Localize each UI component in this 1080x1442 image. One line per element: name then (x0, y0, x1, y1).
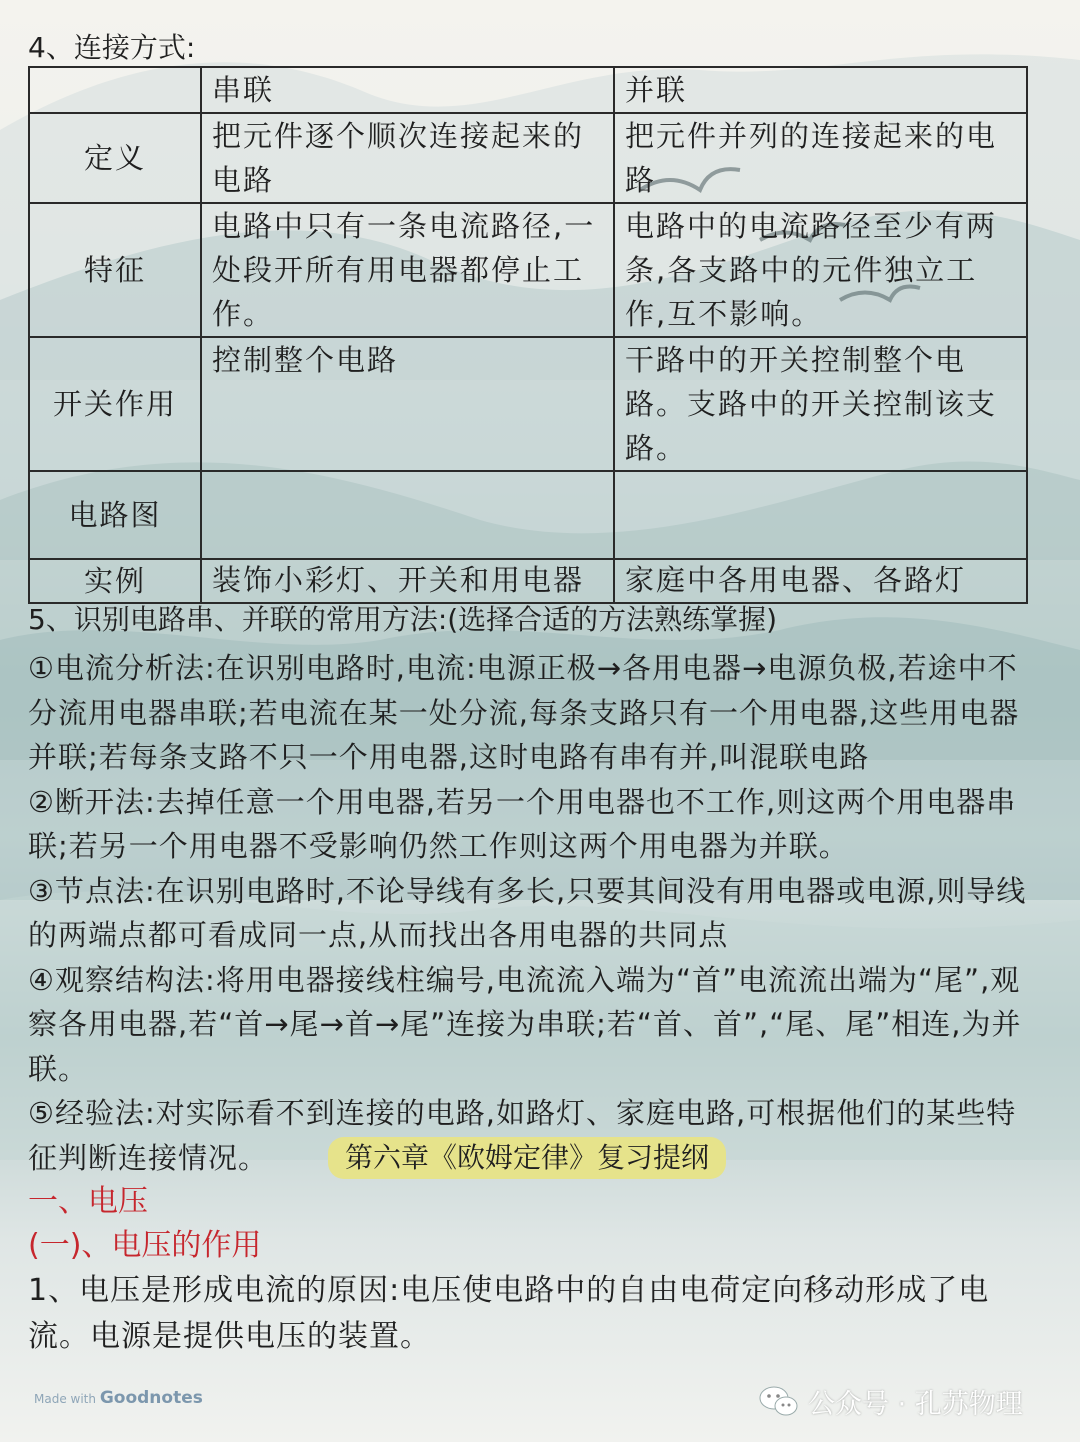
account-watermark (758, 1382, 1023, 1421)
series-cell: 电路中只有一条电流路径,一处段开所有用电器都停止工作。 (201, 203, 614, 337)
row-label: 电路图 (29, 471, 201, 559)
table-header-row (29, 67, 1027, 113)
row-label: 定义 (29, 113, 201, 203)
goodnotes-logo: Goodnotes (99, 1388, 203, 1408)
comparison-table (28, 66, 1028, 604)
chapter-title: 第六章《欧姆定律》复习提纲 (328, 1137, 726, 1179)
methods-section (28, 600, 1038, 1180)
method-item: ④观察结构法:将用电器接线柱编号,电流流入端为“首”电流流出端为“尾”,观察各用电器,若“首→尾→首→尾”连接为串联;若“首、首”,“尾、尾”相连,为并联。 (28, 962, 1022, 1086)
row-label: 开关作用 (29, 337, 201, 471)
parallel-cell: 把元件并列的连接起来的电路 (614, 113, 1027, 203)
account-name: 公众号 · 孔苏物理 (808, 1389, 1023, 1420)
wechat-icon (758, 1384, 800, 1420)
parallel-cell (614, 471, 1027, 559)
table-row (29, 113, 1027, 203)
table-header-cell: 串联 (201, 67, 614, 113)
made-with-badge (34, 1388, 203, 1408)
table-row (29, 203, 1027, 337)
parallel-cell: 干路中的开关控制整个电路。支路中的开关控制该支路。 (614, 337, 1027, 471)
table-header-cell (29, 67, 201, 113)
section-heading: 4、连接方式: (28, 31, 196, 64)
method-item: ③节点法:在识别电路时,不论导线有多长,只要其间没有用电器或电源,则导线的两端点都可看成同一点,从而找出各用电器的共同点 (28, 873, 1027, 952)
method-item: ②断开法:去掉任意一个用电器,若另一个用电器也不工作,则这两个用电器串联;若另一个用电器不受影响仍然工作则这两个用电器为并联。 (28, 784, 1017, 863)
voltage-paragraph: 1、电压是形成电流的原因:电压使电路中的自由电荷定向移动形成了电流。电源是提供电压的装置。 (28, 1273, 990, 1354)
table-header-cell: 并联 (614, 67, 1027, 113)
parallel-cell: 电路中的电流路径至少有两条,各支路中的元件独立工作,互不影响。 (614, 203, 1027, 337)
methods-title: 5、识别电路串、并联的常用方法:(选择合适的方法熟练掌握) (28, 603, 778, 636)
voltage-heading: 一、电压 (28, 1184, 148, 1219)
series-cell: 控制整个电路 (201, 337, 614, 471)
row-label: 实例 (29, 559, 201, 603)
series-cell (201, 471, 614, 559)
table-row (29, 337, 1027, 471)
series-cell: 把元件逐个顺次连接起来的电路 (201, 113, 614, 203)
parallel-cell: 家庭中各用电器、各路灯 (614, 559, 1027, 603)
table-row (29, 471, 1027, 559)
table-row (29, 559, 1027, 603)
made-with-label: Made with (34, 1392, 96, 1406)
voltage-subheading: (一)、电压的作用 (28, 1228, 262, 1263)
series-cell: 装饰小彩灯、开关和用电器 (201, 559, 614, 603)
method-item: ①电流分析法:在识别电路时,电流:电源正极→各用电器→电源负极,若途中不分流用电器串联;若电流在某一处分流,每条支路只有一个用电器,这些用电器并联;若每条支路不只一个用电器,这时电路有串有并,叫混联电路 (28, 651, 1020, 774)
method-item: ⑤经验法:对实际看不到连接的电路,如路灯、家庭电路,可根据他们的某些特征判断连接情况。 (28, 1096, 1017, 1175)
row-label: 特征 (29, 203, 201, 337)
